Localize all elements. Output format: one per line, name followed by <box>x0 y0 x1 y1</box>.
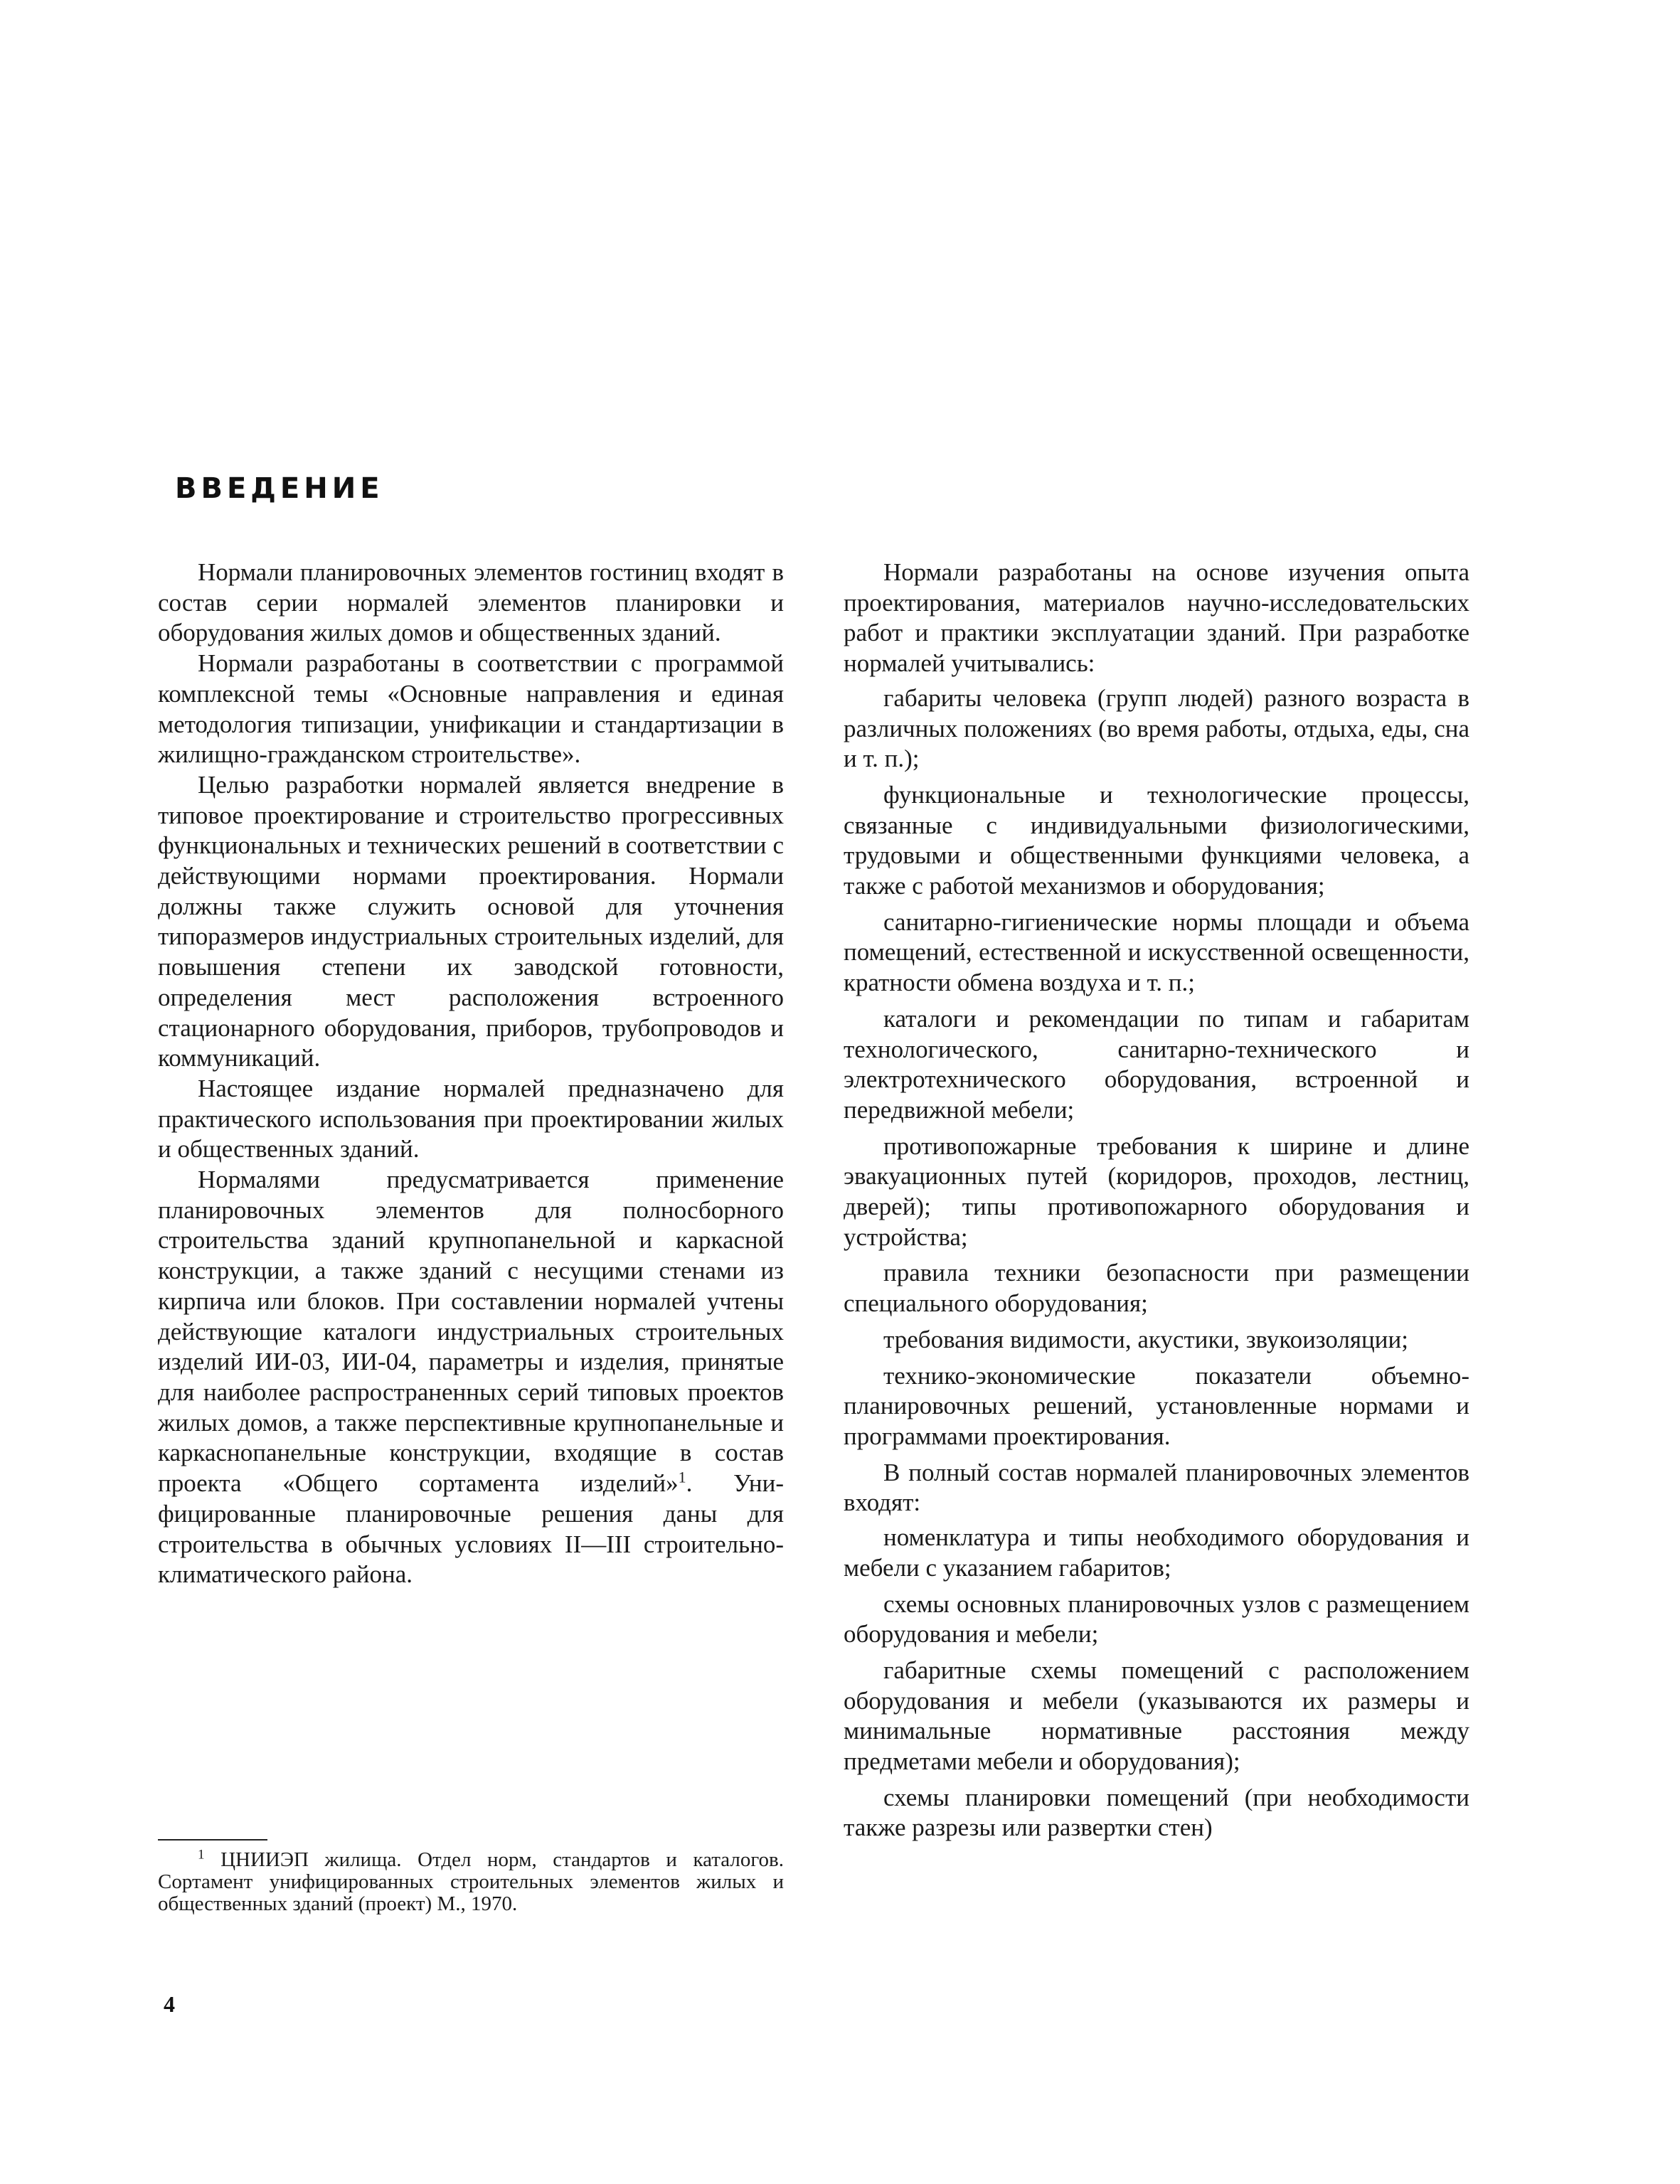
list-item: габаритные схемы помещений с расположением оборудования и мебели (указываются их размеры и минимальные нормативные расстояния между предметами мебели и оборудования); <box>844 1656 1469 1776</box>
list-item: санитарно-гигиенические нормы площади и объема помещений, естественной и искусственной освещенности, кратности обмена воздуха и т. п.; <box>844 907 1469 997</box>
footnote-body: ЦНИИЭП жилища. Отдел норм, стандартов и каталогов. Сортамент унифицированных строительных элементов жилых и общественных зданий (проект) М., 1970. <box>158 1848 784 1915</box>
list-item: функциональные и технологические процессы, связанные с индивидуальными физиологическими, трудовыми и общественными функциями человека, а также с работой механизмов и оборудования; <box>844 780 1469 900</box>
footnote-divider <box>158 1839 267 1841</box>
list-item: схемы основных планировочных узлов с размещением оборудования и мебели; <box>844 1589 1469 1648</box>
paragraph: Нормали разработаны на основе изучения опыта проектирования, материалов научно-исследовательских работ и практики эксплуатации зданий. При разработке нормалей учитывались: <box>844 558 1469 678</box>
left-column <box>158 558 784 1590</box>
paragraph: Настоящее издание нормалей предназначено для практического использования при проектировании жилых и общественных зданий. <box>158 1074 784 1163</box>
footnote-text <box>158 1849 784 1915</box>
footnote <box>158 1849 784 1915</box>
footnote-marker: 1 <box>678 1468 686 1486</box>
paragraph: Целью разработки нормалей является внедрение в типовое проектирование и строительство прогрессивных функциональных и технических решений в соответствии с действующими нормами проектирования. Нормали должны также служить основой для уточнения типоразмеров индустриальных строительных изделий, для повышения степени их заводской готовности, определения мест расположения встроенного стационарного оборудования, приборов, трубопроводов и коммуникаций. <box>158 770 784 1072</box>
list-item: требования видимости, акустики, звукоизоляции; <box>883 1325 1408 1353</box>
list-item: технико-экономические показатели объемно-планировочных решений, установленные нормами и программами проектирования. <box>844 1361 1469 1450</box>
list-item: номенклатура и типы необходимого оборудования и мебели с указанием габаритов; <box>844 1523 1469 1582</box>
page-number: 4 <box>164 1991 175 2017</box>
section-heading: ВВЕДЕНИЕ <box>175 472 384 505</box>
list-item: каталоги и рекомендации по типам и габаритам технологического, санитарно-технического и электротехнического оборудования, встроенной и передвижной мебели; <box>844 1004 1469 1124</box>
paragraph: Нормали разработаны в соответствии с программой комплексной темы «Основные направления и единая методология типизации, унификации и стандартизации в жилищно-гражданском строительстве». <box>158 649 784 769</box>
list-item: противопожарные требования к ширине и длине эвакуационных путей (коридоров, проходов, лестниц, дверей); типы противопожарного оборудования и устройства; <box>844 1131 1469 1251</box>
paragraph-text-continued: фицированные планировочные решения даны для строительства в обычных условиях II—III строительно-климатического района. <box>158 1499 784 1589</box>
paragraph: Нормали планировочных элементов гостиниц входят в состав серии нормалей элементов планировки и оборудования жилых домов и общественных зданий. <box>158 558 784 647</box>
footnote-number: 1 <box>198 1847 205 1863</box>
right-column <box>844 558 1469 1849</box>
paragraph: В полный состав нормалей планировочных элементов входят: <box>844 1458 1469 1517</box>
paragraph <box>158 1165 784 1590</box>
list-item: схемы планировки помещений (при необходимости также разрезы или развертки стен) <box>844 1783 1469 1842</box>
list-item: габариты человека (групп людей) разного возраста в различных положениях (во время работы, отдыха, еды, сна и т. п.); <box>844 683 1469 773</box>
list-item: правила техники безопасности при размещении специального оборудования; <box>844 1259 1469 1318</box>
paragraph-text: Нормалями предусматривается применение планировочных элементов для полносборного строительства зданий крупнопанельной и каркасной конструкции, а также зданий с несущими стенами из кирпича или блоков. При составлении нормалей учтены действующие каталоги индустриальных строительных изделий ИИ-03, ИИ-04, параметры и изделия, принятые для наиболее распространенных серий типовых проектов жилых домов, а также перспективные крупнопанельные и каркаснопанельные конструкции, входящие в состав проекта «Общего сортамента изделий» <box>158 1166 784 1498</box>
paragraph-text-tail: . Уни- <box>686 1469 784 1498</box>
